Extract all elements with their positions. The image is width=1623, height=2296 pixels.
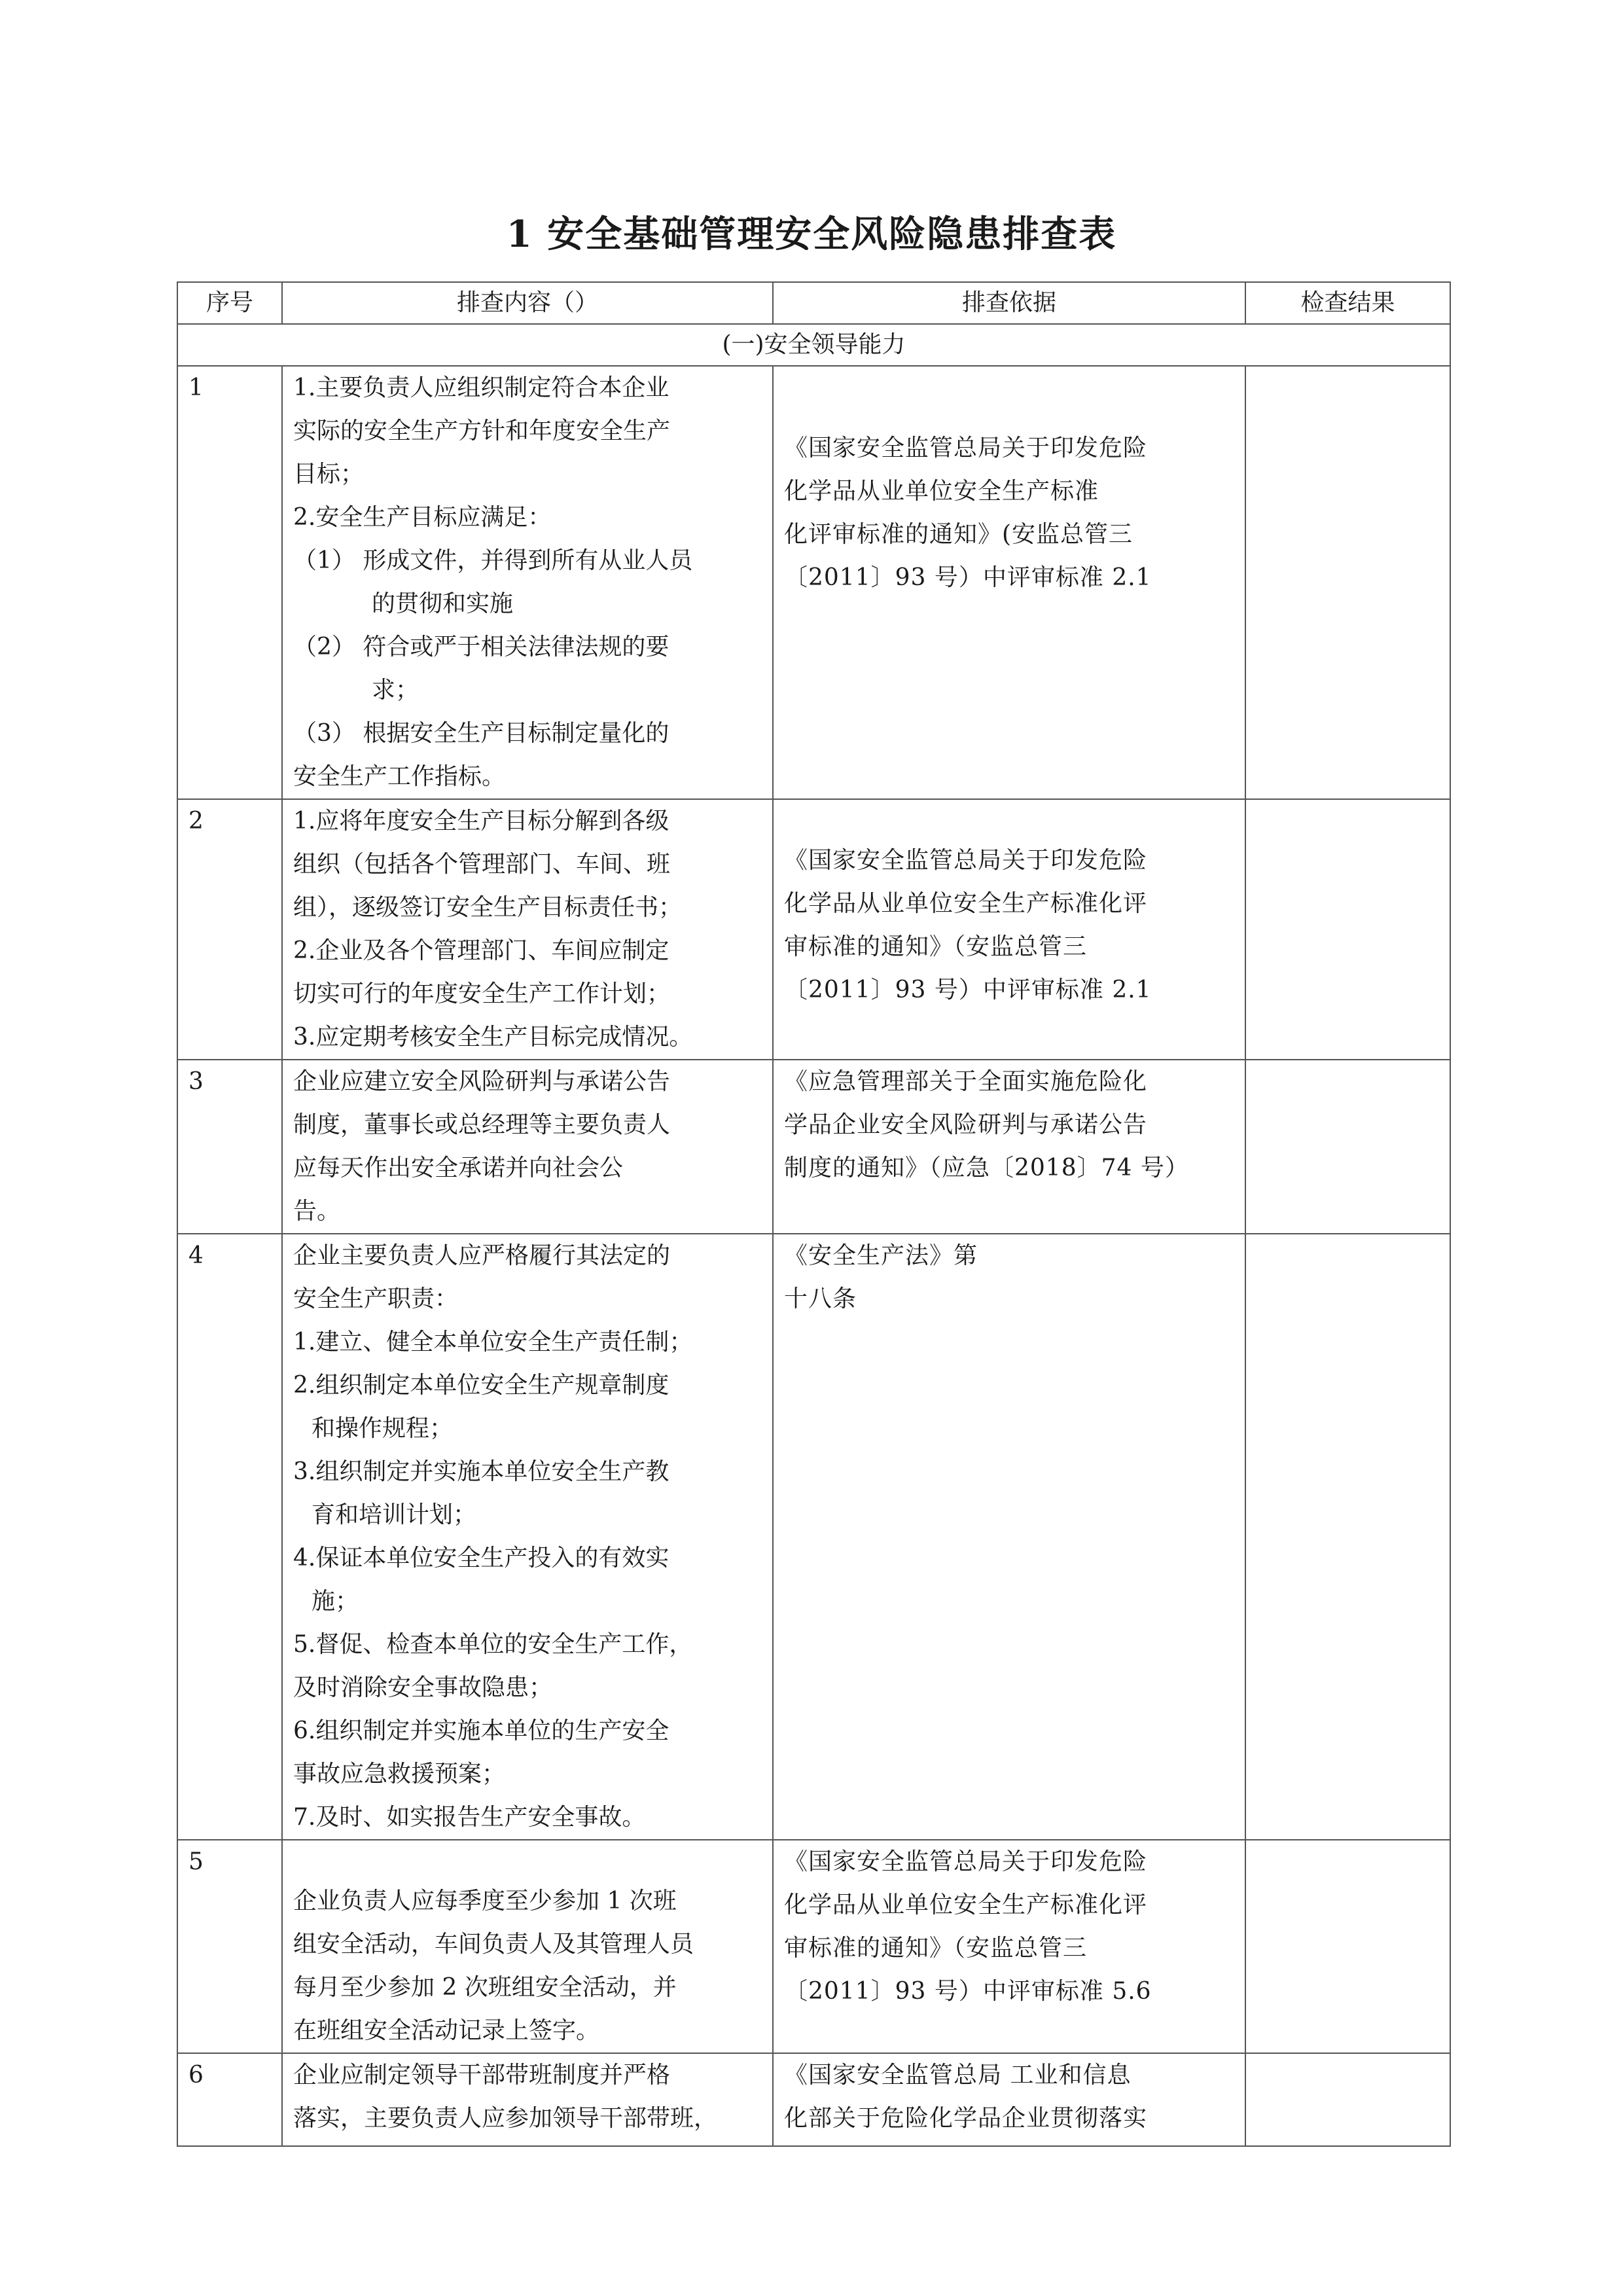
basis-line: 《国家安全监管总局关于印发危险 (784, 847, 1148, 874)
hazard-check-table (177, 281, 1451, 2147)
table-row (177, 1234, 1450, 1840)
row-number: 6 (177, 2053, 282, 2146)
table-row (177, 366, 1450, 799)
content-line: 落实，主要负责人应参加领导干部带班， (293, 2105, 718, 2132)
basis-line: 〔2011〕93 号）中评审标准 5.6 (784, 1978, 1152, 2005)
basis-line: 化评审标准的通知》(安监总管三 (784, 521, 1133, 548)
row-content (282, 799, 773, 1060)
basis-line: 化学品从业单位安全生产标准化评 (784, 1892, 1148, 1918)
basis-line: 〔2011〕93 号）中评审标准 2.1 (784, 564, 1152, 591)
content-line: 及时消除安全事故隐患； (293, 1674, 553, 1701)
row-content (282, 1234, 773, 1840)
basis-line: 《国家安全监管总局 工业和信息 (784, 2062, 1132, 2089)
basis-line: 化学品从业单位安全生产标准 (784, 478, 1099, 505)
content-line: 制度，董事长或总经理等主要负责人 (293, 1111, 671, 1138)
row-content (282, 1840, 773, 2053)
basis-line: 《安全生产法》第 (784, 1242, 978, 1269)
content-line: 告。 (293, 1198, 341, 1225)
content-line: （2） 符合或严于相关法律法规的要 (293, 634, 669, 660)
basis-line: 《国家安全监管总局关于印发危险 (784, 435, 1148, 461)
content-line: 企业负责人应每季度至少参加 1 次班 (293, 1888, 677, 1914)
content-line: 应每天作出安全承诺并向社会公 (293, 1155, 624, 1181)
row-number: 3 (177, 1060, 282, 1234)
table-row (177, 1060, 1450, 1234)
row-number: 5 (177, 1840, 282, 2053)
section-row (177, 324, 1450, 366)
basis-line: 《国家安全监管总局关于印发危险 (784, 1848, 1148, 1875)
content-line: 1.建立、健全本单位安全生产责任制； (293, 1329, 693, 1355)
header-result: 检查结果 (1245, 282, 1450, 324)
content-line: 的贯彻和实施 (372, 590, 514, 617)
header-no: 序号 (177, 282, 282, 324)
row-number: 2 (177, 799, 282, 1060)
content-line: 安全生产工作指标。 (293, 763, 506, 790)
row-content (282, 1060, 773, 1234)
row-result (1245, 799, 1450, 1060)
row-basis (773, 799, 1245, 1060)
basis-line: 十八条 (784, 1285, 857, 1312)
content-line: 4.保证本单位安全生产投入的有效实 (293, 1545, 669, 1571)
content-line: 企业应建立安全风险研判与承诺公告 (293, 1068, 671, 1095)
content-line: 实际的安全生产方针和年度安全生产 (293, 418, 671, 444)
basis-line: 学品企业安全风险研判与承诺公告 (784, 1111, 1148, 1138)
row-basis (773, 1060, 1245, 1234)
content-line: （1） 形成文件，并得到所有从业人员 (293, 547, 693, 574)
table-row (177, 799, 1450, 1060)
row-number: 1 (177, 366, 282, 799)
content-line: 安全生产职责： (293, 1285, 459, 1312)
basis-line: 制度的通知》（应急〔2018〕74 号） (784, 1155, 1189, 1181)
content-line: 3.组织制定并实施本单位安全生产教 (293, 1458, 669, 1485)
content-line: 5.督促、检查本单位的安全生产工作， (293, 1631, 693, 1658)
row-result (1245, 366, 1450, 799)
row-basis (773, 1234, 1245, 1840)
row-number: 4 (177, 1234, 282, 1840)
basis-line: 化部关于危险化学品企业贯彻落实 (784, 2105, 1148, 2132)
content-line: 2.安全生产目标应满足： (293, 504, 552, 531)
row-basis (773, 1840, 1245, 2053)
content-line: 3.应定期考核安全生产目标完成情况。 (293, 1024, 693, 1050)
content-line: 求； (372, 677, 419, 704)
table-row (177, 1840, 1450, 2053)
row-result (1245, 1840, 1450, 2053)
row-result (1245, 1060, 1450, 1234)
content-line: 2.企业及各个管理部门、车间应制定 (293, 937, 669, 964)
content-line: 切实可行的年度安全生产工作计划； (293, 980, 671, 1007)
content-line: 2.组织制定本单位安全生产规章制度 (293, 1372, 669, 1399)
content-line: 和操作规程； (312, 1415, 454, 1442)
content-line: 组织（包括各个管理部门、车间、班 (293, 851, 671, 878)
row-result (1245, 2053, 1450, 2146)
header-content: 排查内容（） (282, 282, 773, 324)
basis-line: 审标准的通知》（安监总管三 (784, 933, 1088, 960)
content-line: 事故应急救援预案； (293, 1761, 506, 1787)
basis-line: 化学品从业单位安全生产标准化评 (784, 890, 1148, 917)
table-header-row (177, 282, 1450, 324)
content-line: 组安全活动，车间负责人及其管理人员 (293, 1931, 694, 1958)
content-line: 在班组安全活动记录上签字。 (293, 2017, 600, 2044)
row-basis (773, 2053, 1245, 2146)
table-row (177, 2053, 1450, 2146)
basis-line: 审标准的通知》（安监总管三 (784, 1935, 1088, 1962)
row-content (282, 366, 773, 799)
basis-line: 〔2011〕93 号）中评审标准 2.1 (784, 977, 1152, 1003)
row-content (282, 2053, 773, 2146)
row-basis (773, 366, 1245, 799)
content-line: 1.主要负责人应组织制定符合本企业 (293, 374, 669, 401)
content-line: 组），逐级签订安全生产目标责任书； (293, 894, 683, 921)
content-line: 每月至少参加 2 次班组安全活动，并 (293, 1974, 677, 2001)
content-line: 6.组织制定并实施本单位的生产安全 (293, 1717, 669, 1744)
page-title: 1 安全基础管理安全风险隐患排查表 (506, 213, 1117, 256)
header-basis: 排查依据 (773, 282, 1245, 324)
content-line: 育和培训计划； (312, 1501, 477, 1528)
content-line: 企业应制定领导干部带班制度并严格 (293, 2062, 671, 2089)
row-result (1245, 1234, 1450, 1840)
section-title: (一)安全领导能力 (177, 324, 1450, 366)
content-line: 施； (312, 1588, 359, 1615)
content-line: 7.及时、如实报告生产安全事故。 (293, 1804, 646, 1831)
content-line: 1.应将年度安全生产目标分解到各级 (293, 808, 669, 834)
content-line: （3） 根据安全生产目标制定量化的 (293, 720, 669, 747)
content-line: 目标； (293, 461, 365, 488)
content-line: 企业主要负责人应严格履行其法定的 (293, 1242, 671, 1269)
basis-line: 《应急管理部关于全面实施危险化 (784, 1068, 1148, 1095)
